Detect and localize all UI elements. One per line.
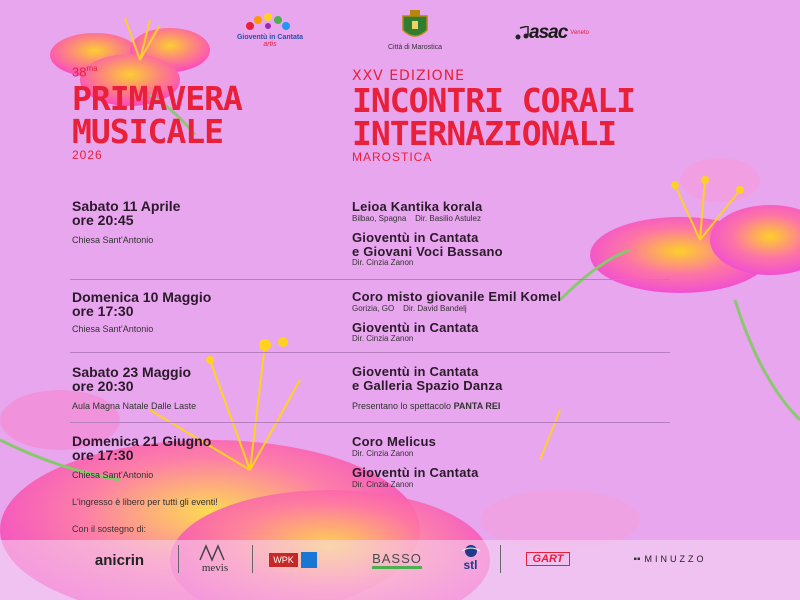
choir-name: Coro misto giovanile Emil Komel: [352, 289, 562, 304]
sponsor-divider: [178, 545, 179, 573]
right-header: [352, 68, 635, 164]
separator: [70, 352, 670, 353]
edition-suffix: ma: [86, 64, 98, 73]
festival-year: 2026: [72, 148, 103, 162]
event-time: ore 20:45: [72, 212, 134, 228]
show-intro: Presentano lo spettacolo: [352, 401, 452, 411]
city-label: MAROSTICA: [352, 150, 433, 164]
choir-detail: Gorizia, GO Dir. David Bandelj: [352, 304, 467, 313]
choir-name-2: e Giovani Voci Bassano: [352, 244, 503, 259]
choir-detail: Dir. Cinzia Zanon: [352, 449, 414, 458]
choir-name: Gioventù in Cantata: [352, 230, 479, 245]
sponsor-basso: [358, 548, 436, 572]
choir-name: Gioventù in Cantata: [352, 320, 479, 335]
event-time: ore 17:30: [72, 447, 134, 463]
basso-text: BASSO: [372, 551, 422, 569]
logo-gioventu-sub: artis: [263, 41, 277, 48]
stl-globe-icon: [458, 544, 484, 558]
choir-detail: Dir. Cinzia Zanon: [352, 480, 414, 489]
gioventu-dots-icon: [240, 12, 300, 32]
minuzzo-mark-icon: ▪▪: [633, 553, 641, 565]
separator: [70, 279, 670, 280]
separator: [70, 422, 670, 423]
sponsor-divider: [252, 545, 253, 573]
title-incontri: INCONTRI CORALI: [352, 81, 636, 120]
sponsor-stl: [448, 542, 493, 574]
show-title: PANTA REI: [453, 401, 501, 411]
mevis-text: mevis: [201, 562, 229, 574]
event-date: Sabato 11 Aprile: [72, 198, 181, 214]
title-internazionali: INTERNAZIONALI: [352, 114, 617, 153]
edition-number: 38: [72, 64, 87, 80]
logo-city-text: Città di Marostica: [387, 44, 443, 51]
flower-right: [560, 158, 800, 420]
logo-city: [380, 10, 450, 51]
left-header: [72, 64, 242, 162]
choir-name: Coro Melicus: [352, 434, 437, 449]
event-date: Domenica 21 Giugno: [72, 433, 212, 449]
sponsor-anicrin: [72, 548, 167, 572]
logo-asac-sub: Veneto: [570, 30, 589, 36]
sponsor-minuzzo: [610, 550, 730, 568]
title-primavera: PRIMAVERA: [72, 79, 242, 118]
flower-bottom-right: [480, 410, 640, 550]
choir-name-2: e Galleria Spazio Danza: [352, 378, 503, 393]
logo-gioventu: [225, 12, 315, 48]
sponsor-mevis: [185, 542, 245, 576]
choir-detail: Dir. Cinzia Zanon: [352, 258, 414, 267]
event-venue: Chiesa Sant'Antonio: [72, 470, 154, 480]
city-crest-icon: [400, 10, 430, 42]
choir-detail: Bilbao, Spagna Dir. Basilio Astulez: [352, 214, 481, 223]
wpk-badge-icon: [301, 552, 317, 568]
choir-name: Gioventù in Cantata: [352, 364, 479, 379]
event-time: ore 17:30: [72, 303, 134, 319]
music-note-icon: [515, 26, 529, 40]
logo-asac-text: asac: [529, 22, 568, 43]
sponsor-divider: [500, 545, 501, 573]
sponsor-gart: [508, 550, 588, 568]
free-entry-note: L'ingresso è libero per tutti gli eventi!: [72, 497, 218, 507]
logo-gioventu-text: Gioventù in Cantata: [236, 34, 304, 41]
event-venue: Chiesa Sant'Antonio: [72, 324, 154, 334]
anicrin-text: anicrin: [94, 551, 145, 569]
event-venue: Chiesa Sant'Antonio: [72, 235, 154, 245]
title-musicale: MUSICALE: [72, 112, 223, 151]
stl-text: stl: [463, 558, 478, 572]
choir-name: Gioventù in Cantata: [352, 465, 479, 480]
choir-detail: Dir. Cinzia Zanon: [352, 334, 414, 343]
support-label: Con il sostegno di:: [72, 524, 147, 534]
wpk-text: WPK: [269, 553, 298, 567]
event-date: Domenica 10 Maggio: [72, 289, 212, 305]
mevis-mark-icon: [198, 544, 232, 562]
logo-asac: [515, 22, 630, 44]
minuzzo-text: MINUZZO: [644, 554, 707, 564]
sponsor-wpk: [258, 548, 328, 572]
choir-detail: [352, 401, 500, 411]
gart-text: GART: [526, 552, 571, 566]
edition-label: XXV EDIZIONE: [352, 68, 466, 84]
choir-name: Leioa Kantika korala: [352, 199, 483, 214]
event-venue: Aula Magna Natale Dalle Laste: [72, 401, 197, 411]
event-date: Sabato 23 Maggio: [72, 364, 192, 380]
event-time: ore 20:30: [72, 378, 134, 394]
